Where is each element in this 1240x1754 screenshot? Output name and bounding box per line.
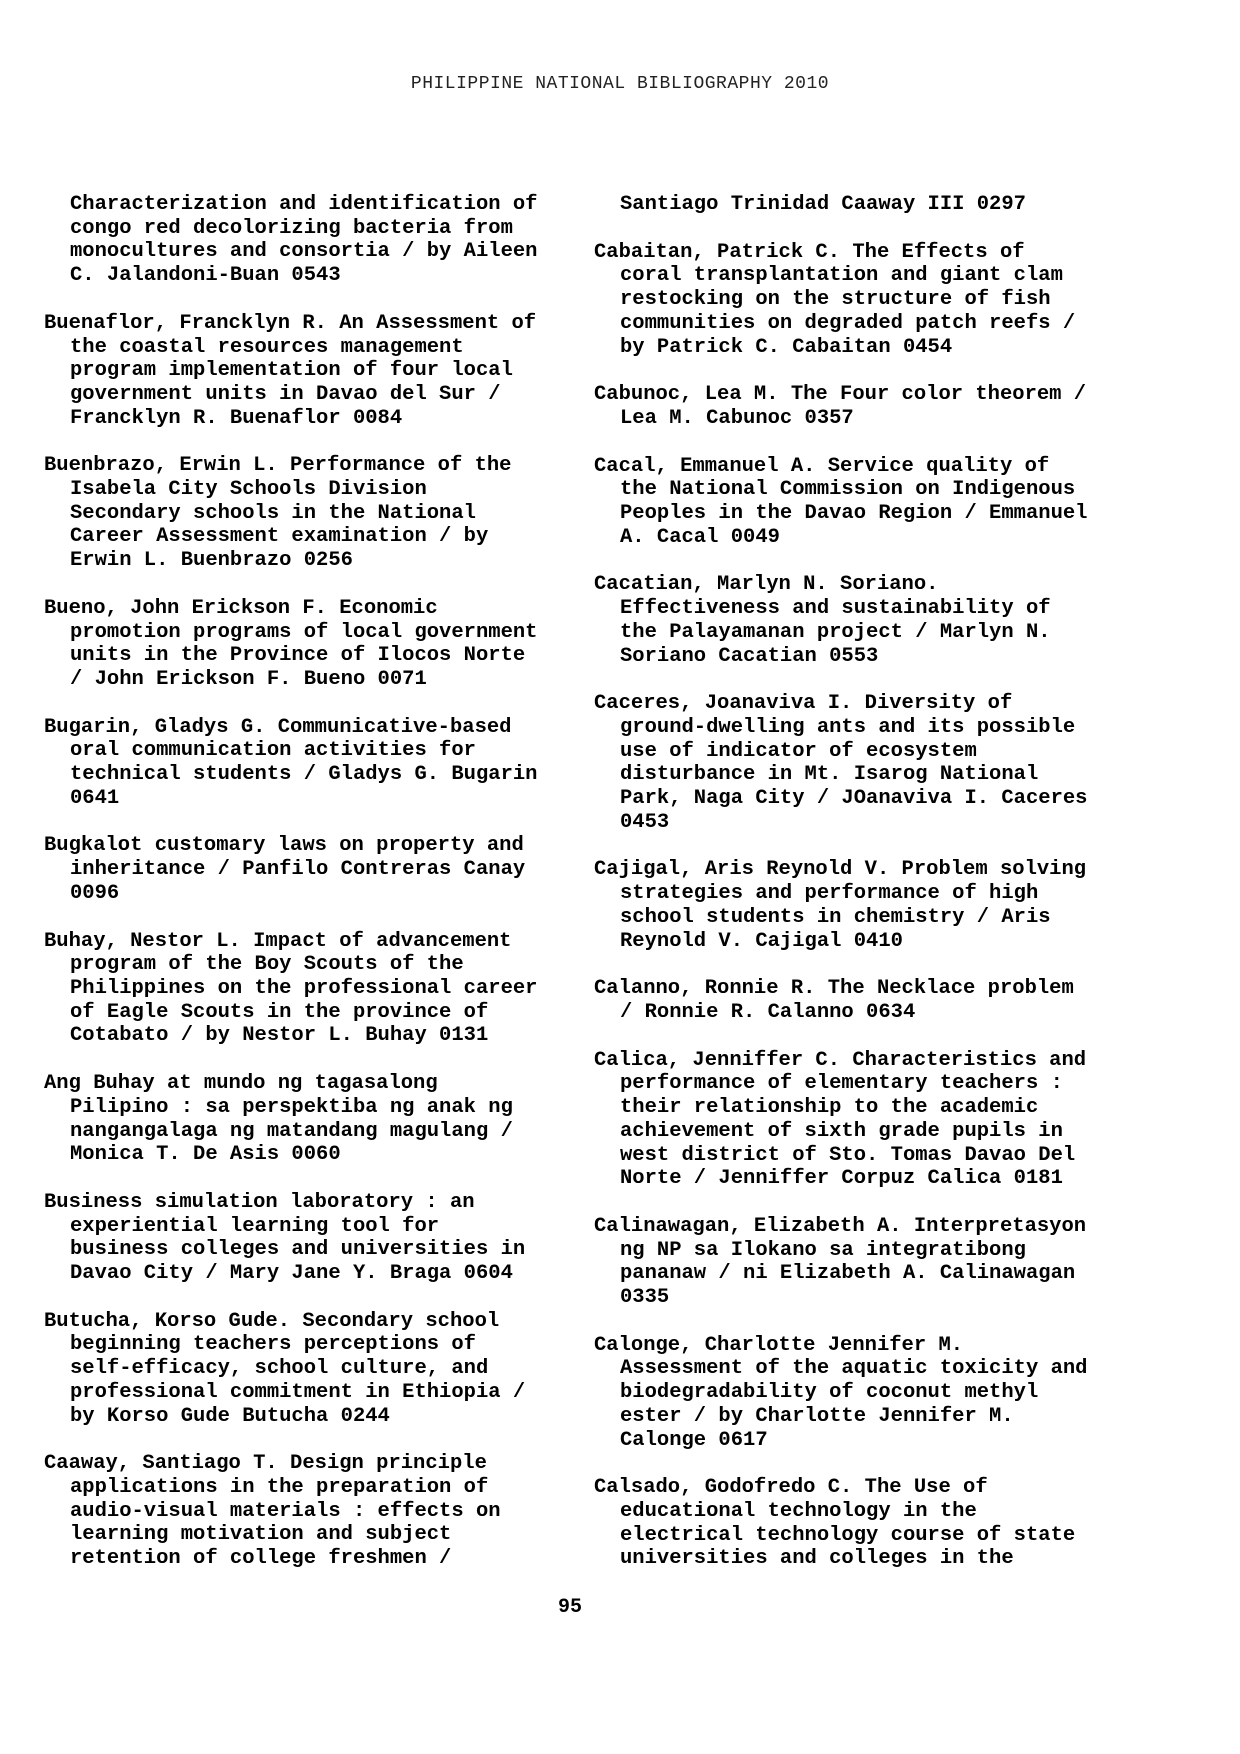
page-number: 95	[557, 1596, 582, 1619]
bibliography-entry: Buhay, Nestor L. Impact of advancement program of the Boy Scouts of the Philippines on the professional career of Eagle Scouts in the province of Cotabato / by Nestor L. Buhay 0131	[44, 929, 538, 1048]
bibliography-entry: Calanno, Ronnie R. The Necklace problem / Ronnie R. Calanno 0634	[594, 977, 1074, 1024]
bibliography-entry-continued: Santiago Trinidad Caaway III 0297	[620, 193, 1026, 216]
bibliography-entry: Business simulation laboratory : an experiential learning tool for business colleges and universities in Davao City / Mary Jane Y. Braga 0604	[44, 1190, 526, 1286]
bibliography-entry: Cacal, Emmanuel A. Service quality of the National Commission on Indigenous Peoples in the Davao Region / Emmanuel A. Cacal 0049	[594, 454, 1088, 549]
bibliography-entry: Buenaflor, Francklyn R. An Assessment of the coastal resources management program implementation of four local government units in Davao del Sur / Francklyn R. Buenaflor 0084	[44, 311, 537, 430]
bibliography-entry: Cacatian, Marlyn N. Soriano. Effectiveness and sustainability of the Palayamanan project / Marlyn N. Soriano Cacatian 0553	[594, 573, 1051, 668]
bibliography-entry: Bugkalot customary laws on property and inheritance / Panfilo Contreras Canay 0096	[44, 834, 526, 905]
bibliography-entry: Ang Buhay at mundo ng tagasalong Pilipino : sa perspektiba ng anak ng nangangalaga ng matandang magulang / Monica T. De Asis 0060	[44, 1072, 513, 1167]
bibliography-entry: Cajigal, Aris Reynold V. Problem solving strategies and performance of high school students in chemistry / Aris Reynold V. Cajigal 0410	[594, 858, 1087, 953]
right-column	[594, 193, 1104, 1595]
bibliography-entry: Characterization and identification of congo red decolorizing bacteria from monocultures and consortia / by Aileen C. Jalandoni-Buan 0543	[70, 193, 538, 288]
bibliography-entry: Cabaitan, Patrick C. The Effects of coral transplantation and giant clam restocking on the structure of fish communities on degraded patch reefs / by Patrick C. Cabaitan 0454	[594, 240, 1076, 359]
bibliography-entry: Caaway, Santiago T. Design principle applications in the preparation of audio-visual materials : effects on learning motivation and subject retention of college freshmen /	[44, 1452, 501, 1571]
left-column	[44, 193, 554, 1595]
bibliography-entry: Caceres, Joanaviva I. Diversity of ground-dwelling ants and its possible use of indicator of ecosystem disturbance in Mt. Isarog National Park, Naga City / JOanaviva I. Caceres 0453	[594, 692, 1088, 834]
bibliography-entry: Calsado, Godofredo C. The Use of educational technology in the electrical technology course of state universities and colleges in the	[594, 1476, 1076, 1571]
bibliography-entry: Calonge, Charlotte Jennifer M. Assessment of the aquatic toxicity and biodegradability of coconut methyl ester / by Charlotte Jennifer M. Calonge 0617	[594, 1333, 1088, 1452]
bibliography-entry: Cabunoc, Lea M. The Four color theorem / Lea M. Cabunoc 0357	[594, 383, 1087, 430]
bibliography-entry: Calinawagan, Elizabeth A. Interpretasyon ng NP sa Ilokano sa integratibong pananaw / ni Elizabeth A. Calinawagan 0335	[594, 1214, 1087, 1310]
bibliography-entry: Buenbrazo, Erwin L. Performance of the Isabela City Schools Division Secondary schools in the National Career Assessment examination / by Erwin L. Buenbrazo 0256	[44, 454, 512, 573]
bibliography-entry: Bueno, John Erickson F. Economic promotion programs of local government units in the Province of Ilocos Norte / John Erickson F. Bueno 0071	[44, 596, 538, 691]
running-header: PHILIPPINE NATIONAL BIBLIOGRAPHY 2010	[410, 74, 830, 94]
bibliography-entry: Bugarin, Gladys G. Communicative-based oral communication activities for technical students / Gladys G. Bugarin 0641	[44, 715, 538, 810]
bibliography-entry: Calica, Jenniffer C. Characteristics and performance of elementary teachers : their relationship to the academic achievement of sixth grade pupils in west district of Sto. Tomas Davao Del Norte / Jenniffer Corpuz Calica 0181	[594, 1048, 1087, 1191]
bibliography-entry: Butucha, Korso Gude. Secondary school beginning teachers perceptions of self-efficacy, school culture, and professional commitment in Ethiopia / by Korso Gude Butucha 0244	[44, 1309, 526, 1428]
